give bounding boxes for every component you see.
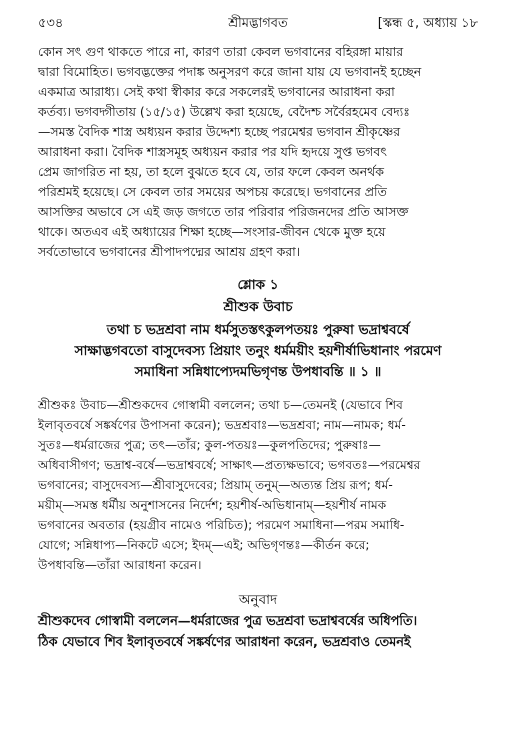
- synonym-line: অধিবাসীগণ; ভদ্রাশ্ব-বর্ষে—ভদ্রাশ্ববর্ষে; সাক্ষাৎ—প্রত্যক্ষভাবে; ভগবতঃ—পরমেশ্বর: [38, 458, 421, 472]
- synonym-line: ময়ীম্—সমস্ত ধর্মীয় অনুশাসনের নির্দেশ; হয়শীর্ষ-অভিধানাম্—হয়শীর্ষ নামক: [38, 498, 387, 512]
- word-for-word-synonyms: [38, 395, 478, 575]
- page-number: ৫৩৪: [38, 16, 64, 31]
- book-title: শ্রীমদ্ভাগবত: [228, 16, 288, 31]
- purport-line: কর্তব্য। ভগবদ্গীতায় (১৫/১৫) উল্লেখ করা হয়েছে, বেদৈশ্চ সর্বৈরহমেব বেদ্যঃ: [38, 104, 410, 119]
- page: [38, 14, 478, 653]
- purport-paragraph: [38, 42, 478, 262]
- purport-line: প্রেম জাগরিত না হয়, তা হলে বুঝতে হবে যে, তার ফলে কেবল অনর্থক: [38, 164, 384, 179]
- synonym-line: যোগে; সন্নিধাপ্য—নিকটে এসে; ইদম্—এই; অভিগৃণন্তঃ—কীর্তন করে;: [38, 538, 370, 552]
- shloka-heading: শ্লোক ১: [237, 277, 279, 293]
- purport-line: সর্বতোভাবে ভগবানের শ্রীপাদপদ্মের আশ্রয় গ্রহণ করা।: [38, 244, 301, 259]
- synonym-line: উপধাবন্তি—তাঁরা আরাধনা করেন।: [38, 558, 202, 572]
- verse-line: সমাধিনা সন্নিধাপ্যেদমভিগৃণন্ত উপধাবন্তি ॥ ১ ॥: [134, 365, 382, 380]
- page-header: [38, 14, 478, 36]
- verse-line: তথা চ ভদ্রশ্রবা নাম ধর্মসুতস্তৎকুলপতয়ঃ পুরুষা ভদ্রাশ্ববর্ষে: [106, 323, 410, 338]
- translation-heading: অনুবাদ: [238, 592, 278, 608]
- sanskrit-verse: [38, 320, 478, 383]
- translation-line: শ্রীশুকদেব গোস্বামী বললেন—ধর্মরাজের পুত্র ভদ্রশ্রবা ভদ্রাশ্ববর্ষের অধিপতি।: [38, 614, 418, 629]
- purport-line: —সমস্ত বৈদিক শাস্ত্র অধ্যয়ন করার উদ্দেশ্য হচ্ছে পরমেশ্বর ভগবান শ্রীকৃষ্ণের: [38, 124, 401, 139]
- purport-line: আরাধনা করা। বৈদিক শাস্ত্রসমূহ অধ্যয়ন করার পর যদি হৃদয়ে সুপ্ত ভগবৎ: [38, 144, 387, 159]
- verse-line: সাক্ষাদ্ভগবতো বাসুদেবস্য প্রিয়াং তনুং ধর্মময়ীং হয়শীর্ষাভিধানাং পরমেণ: [74, 344, 442, 359]
- synonym-line: ইলাবৃতবর্ষে সঙ্কর্ষণের উপাসনা করেন); ভদ্রশ্রবাঃ—ভদ্রশ্রবা; নাম—নামক; ধর্ম-: [38, 418, 406, 432]
- purport-line: থাকে। অতএব এই অধ্যায়ের শিক্ষা হচ্ছে—সংসার-জীবন থেকে মুক্ত হয়ে: [38, 224, 386, 239]
- purport-line: আসক্তির অভাবে সে এই জড় জগতে তার পরিবার পরিজনদের প্রতি আসক্ত: [38, 204, 409, 219]
- translation-line: ঠিক যেভাবে শিব ইলাবৃতবর্ষে সঙ্কর্ষণের আরাধনা করেন, ভদ্রশ্রবাও তেমনই: [38, 635, 411, 650]
- chapter-reference: [স্কন্ধ ৫, অধ্যায় ১৮: [377, 16, 478, 31]
- synonym-line: ভগবানের; বাসুদেবস্য—শ্রীবাসুদেবের; প্রিয়াম্ তনুম্—অত্যন্ত প্রিয় রূপ; ধর্ম-: [38, 478, 393, 492]
- translation-paragraph: [38, 611, 478, 653]
- synonym-line: সুতঃ—ধর্মরাজের পুত্র; তৎ—তাঁর; কুল-পতয়ঃ—কুলপতিদের; পুরুষাঃ—: [38, 438, 381, 452]
- synonym-line: ভগবানের অবতার (হয়গ্রীব নামেও পরিচিত); পরমেণ সমাধিনা—পরম সমাধি-: [38, 518, 405, 532]
- purport-line: কোন সৎ গুণ থাকতে পারে না, কারণ তারা কেবল ভগবানের বহিরঙ্গা মায়ার: [38, 44, 404, 59]
- speaker-heading: শ্রীশুক উবাচ: [223, 299, 293, 315]
- purport-line: পরিশ্রমই হয়েছে। সে কেবল তার সময়ের অপচয় করেছে। ভগবানের প্রতি: [38, 184, 387, 199]
- synonym-line: শ্রীশুকঃ উবাচ—শ্রীশুকদেব গোস্বামী বললেন; তথা চ—তেমনই (যেভাবে শিব: [38, 398, 403, 412]
- purport-line: দ্বারা বিমোহিত। ভগবদ্ভক্তের পদাঙ্ক অনুসরণ করে জানা যায় যে ভগবানই হচ্ছেন: [38, 64, 422, 79]
- purport-line: একমাত্র আরাধ্য। সেই কথা স্বীকার করে সকলেরই ভগবানের আরাধনা করা: [38, 84, 395, 99]
